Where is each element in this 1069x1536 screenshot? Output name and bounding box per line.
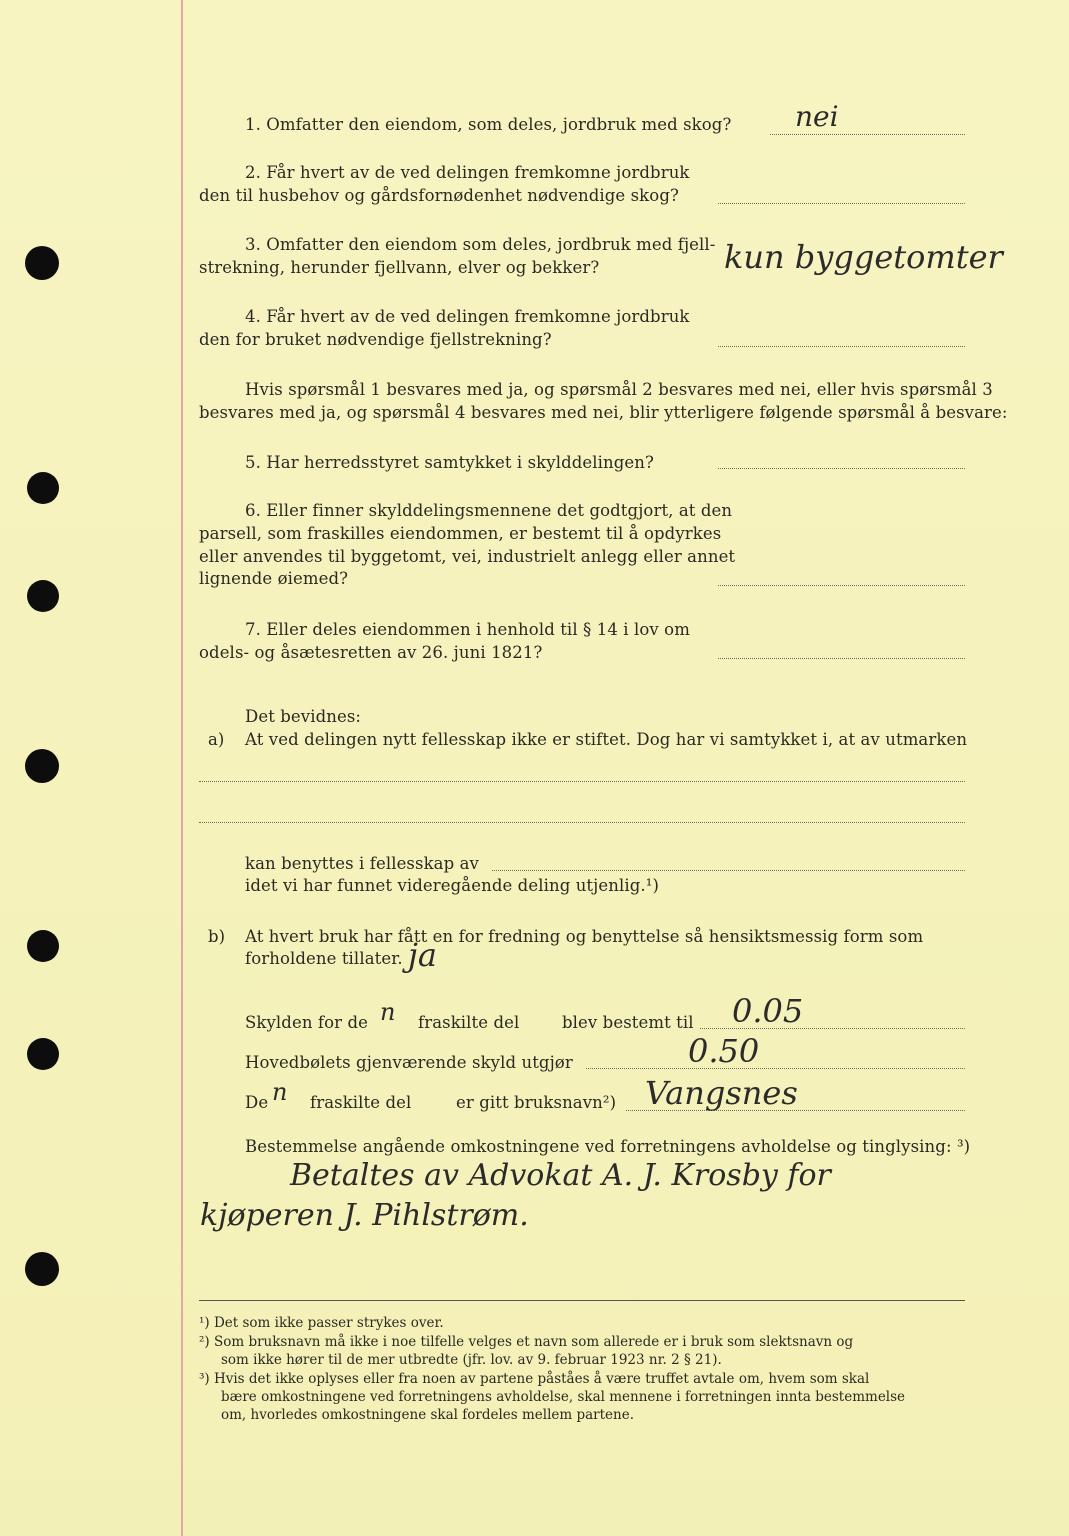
- answer-line: [718, 585, 965, 586]
- skyld-label: Skylden for de: [245, 1013, 368, 1032]
- answer-line: [718, 346, 965, 347]
- question-3-line-1: 3. Omfatter den eiendom som deles, jordbruk med fjell-: [245, 235, 716, 254]
- question-7-line-1: 7. Eller deles eiendommen i henhold til § 14 i lov om: [245, 620, 690, 639]
- answer-line: [586, 1068, 965, 1069]
- question-6-line-3: eller anvendes til byggetomt, vei, industrielt anlegg eller annet: [199, 547, 736, 566]
- item-a-text: At ved delingen nytt fellesskap ikke er stiftet. Dog har vi samtykket i, at av utmarken: [245, 730, 968, 749]
- question-6-line-4: lignende øiemed?: [199, 569, 349, 588]
- item-a-line-3: kan benyttes i fellesskap av: [245, 854, 479, 873]
- punch-hole: [25, 1252, 59, 1286]
- condition-paragraph-line-2: besvares med ja, og spørsmål 4 besvares med nei, blir ytterligere følgende spørsmål å besvare:: [199, 403, 1008, 422]
- footnote-3-line-2: bære omkostningene ved forretningens avholdelse, skal mennene i forretningen innta bestemmelse: [221, 1389, 906, 1405]
- question-5: 5. Har herredsstyret samtykket i skylddelingen?: [245, 453, 654, 472]
- blank-line: [199, 822, 965, 823]
- footnote-3-line-3: om, hvorledes omkostningene skal fordeles mellem partene.: [221, 1407, 635, 1423]
- bruksnavn-label-part-3: er gitt bruksnavn²): [456, 1093, 617, 1112]
- item-a-label: a): [208, 730, 225, 749]
- question-4-line-1: 4. Får hvert av de ved delingen fremkomne jordbruk: [245, 307, 690, 326]
- footnote-separator: [199, 1300, 965, 1301]
- question-4-line-2: den for bruket nødvendige fjellstrekning?: [199, 330, 552, 349]
- bruksnavn-label: De: [245, 1093, 269, 1112]
- bruksnavn-label-part-2: fraskilte del: [310, 1093, 412, 1112]
- punch-hole: [27, 1038, 59, 1070]
- footnote-3-line-1: ³) Hvis det ikke oplyses eller fra noen av partene påståes å være truffet avtale om, hvem som skal: [199, 1371, 870, 1387]
- margin-line: [181, 0, 183, 1536]
- question-3-line-2: strekning, herunder fjellvann, elver og bekker?: [199, 258, 600, 277]
- footnote-2-line-1: ²) Som bruksnavn må ikke i noe tilfelle velges et navn som allerede er i bruk som slektsnavn og: [199, 1334, 854, 1350]
- hovedbol-label: Hovedbølets gjenværende skyld utgjør: [245, 1053, 573, 1072]
- bruksnavn-value: Vangsnes: [645, 1074, 798, 1112]
- punch-hole: [27, 580, 59, 612]
- item-b-answer: ja: [408, 936, 437, 974]
- question-1: 1. Omfatter den eiendom, som deles, jordbruk med skog?: [245, 115, 732, 134]
- item-b-line-1: At hvert bruk har fått en for fredning og benyttelse så hensiktsmessig form som: [245, 927, 924, 946]
- answer-line: [718, 203, 965, 204]
- punch-hole: [27, 930, 59, 962]
- question-3-answer: kun byggetomter: [724, 238, 1003, 276]
- question-1-answer: nei: [795, 100, 839, 133]
- blank-line: [199, 781, 965, 782]
- question-2-line-2: den til husbehov og gårdsfornødenhet nødvendige skog?: [199, 186, 679, 205]
- bruksnavn-handwritten-suffix: n: [272, 1078, 288, 1106]
- condition-paragraph-line-1: Hvis spørsmål 1 besvares med ja, og spørsmål 2 besvares med nei, eller hvis spørsmål 3: [245, 380, 993, 399]
- hovedbol-value: 0.50: [688, 1032, 760, 1070]
- punch-hole: [25, 749, 59, 783]
- question-6-line-2: parsell, som fraskilles eiendommen, er bestemt til å opdyrkes: [199, 524, 722, 543]
- item-a-line-4: idet vi har funnet videregående deling utjenlig.¹): [245, 876, 659, 895]
- bevidnes-heading: Det bevidnes:: [245, 707, 362, 726]
- skyld-label-part-3: blev bestemt til: [562, 1013, 694, 1032]
- bestemmelse-answer-line-2: kjøperen J. Pihlstrøm.: [200, 1198, 529, 1233]
- answer-line: [770, 134, 965, 135]
- skyld-handwritten-suffix: n: [380, 998, 396, 1026]
- blank-line: [492, 870, 965, 871]
- bestemmelse-answer-line-1: Betaltes av Advokat A. J. Krosby for: [290, 1158, 831, 1193]
- answer-line: [718, 658, 965, 659]
- punch-hole: [27, 472, 59, 504]
- skyld-value: 0.05: [732, 992, 804, 1030]
- answer-line: [700, 1028, 965, 1029]
- skyld-label-part-2: fraskilte del: [418, 1013, 520, 1032]
- question-6-line-1: 6. Eller finner skylddelingsmennene det godtgjort, at den: [245, 501, 733, 520]
- footnote-1: ¹) Det som ikke passer strykes over.: [199, 1315, 444, 1331]
- item-b-line-2: forholdene tillater.: [245, 949, 403, 968]
- footnote-2-line-2: som ikke hører til de mer utbredte (jfr. lov. av 9. februar 1923 nr. 2 § 21).: [221, 1352, 722, 1368]
- question-2-line-1: 2. Får hvert av de ved delingen fremkomne jordbruk: [245, 163, 690, 182]
- question-7-line-2: odels- og åsætesretten av 26. juni 1821?: [199, 643, 543, 662]
- answer-line: [626, 1110, 965, 1111]
- bestemmelse-label: Bestemmelse angående omkostningene ved forretningens avholdelse og tinglysing: ³): [245, 1137, 971, 1156]
- answer-line: [718, 468, 965, 469]
- item-b-label: b): [208, 927, 226, 946]
- punch-hole: [25, 246, 59, 280]
